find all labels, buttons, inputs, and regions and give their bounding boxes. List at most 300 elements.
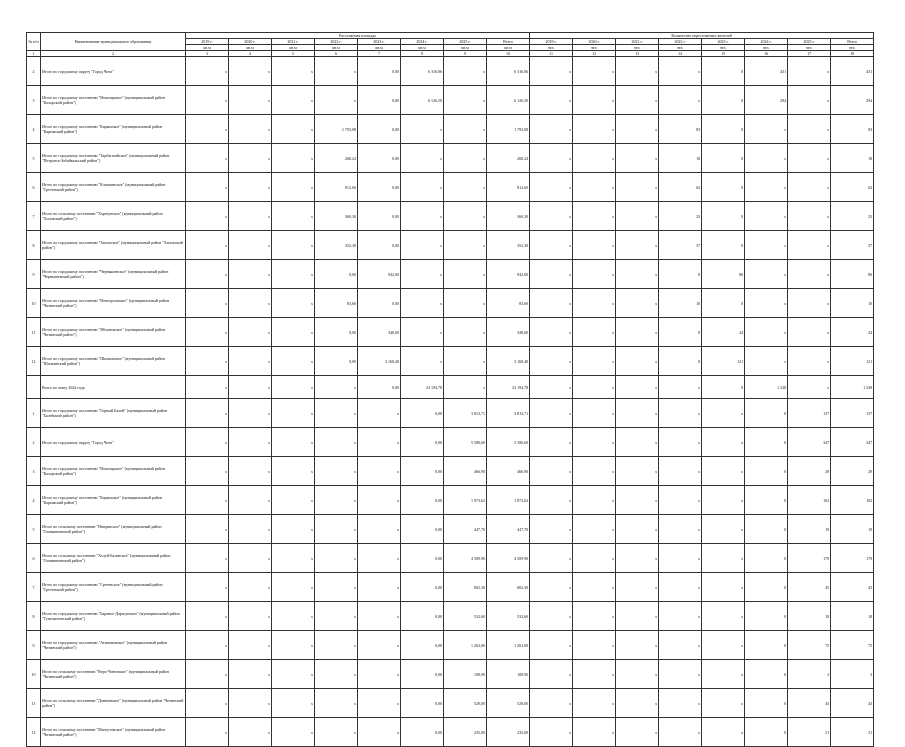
area-cell: 83,60 [315, 289, 358, 318]
header-unit: чел. [573, 45, 616, 51]
area-cell: х [229, 573, 272, 602]
people-cell: 347 [788, 428, 831, 457]
people-cell: х [745, 144, 788, 173]
people-cell: 3 [831, 660, 874, 689]
area-cell: х [186, 602, 229, 631]
people-cell: х [702, 486, 745, 515]
people-cell: 102 [788, 486, 831, 515]
people-cell: 3 [788, 660, 831, 689]
area-cell: 4 509,90 [444, 544, 487, 573]
area-cell: х [272, 376, 315, 399]
people-cell: х [530, 457, 573, 486]
people-cell: х [573, 486, 616, 515]
header-area-group: Расселяемая площадь [186, 33, 530, 39]
people-cell: х [616, 602, 659, 631]
area-cell: х [229, 689, 272, 718]
people-cell: х [788, 173, 831, 202]
area-cell: х [229, 399, 272, 428]
table-row [27, 57, 874, 86]
area-cell: 0,00 [315, 318, 358, 347]
area-cell: 812,60 [315, 173, 358, 202]
people-cell: х [573, 289, 616, 318]
municipality-name: Всего по этапу 2024 года [41, 376, 186, 399]
people-cell: 0 [702, 231, 745, 260]
area-cell: х [315, 57, 358, 86]
header-unit: чел. [831, 45, 874, 51]
people-cell: х [573, 202, 616, 231]
header-people-group: Количество переселяемых жителей [530, 33, 874, 39]
header-year: 2025 г. [788, 39, 831, 45]
people-cell: 0 [745, 660, 788, 689]
area-cell: х [272, 289, 315, 318]
people-cell: х [659, 689, 702, 718]
area-cell: х [272, 689, 315, 718]
area-cell: 0,00 [401, 399, 444, 428]
table-row [27, 457, 874, 486]
people-cell: 0 [702, 202, 745, 231]
area-cell: 5 586,60 [487, 428, 530, 457]
municipality-name: Итого по городскому округу "Город Чита" [41, 428, 186, 457]
people-cell: х [659, 486, 702, 515]
people-cell: х [702, 515, 745, 544]
area-cell: х [186, 318, 229, 347]
area-cell: 1 873,62 [487, 486, 530, 515]
people-cell: х [616, 428, 659, 457]
people-cell: х [530, 631, 573, 660]
header-num: № п/п [27, 33, 41, 51]
people-cell: 83 [831, 115, 874, 144]
people-cell: х [530, 318, 573, 347]
area-cell: х [358, 689, 401, 718]
people-cell: 19 [788, 515, 831, 544]
area-cell: х [186, 202, 229, 231]
people-cell: 83 [659, 115, 702, 144]
header-year: 2024 г. [745, 39, 788, 45]
area-cell: 235,00 [487, 718, 530, 747]
header-year: 2019 г. [186, 39, 229, 45]
area-cell: х [444, 376, 487, 399]
area-cell: х [444, 115, 487, 144]
area-cell: х [444, 144, 487, 173]
area-cell: 0,00 [315, 347, 358, 376]
people-cell: х [745, 115, 788, 144]
people-cell: 0 [745, 689, 788, 718]
area-cell: х [186, 173, 229, 202]
people-cell: 121 [831, 347, 874, 376]
people-cell: х [616, 631, 659, 660]
row-number: 4 [27, 486, 41, 515]
table-row [27, 544, 874, 573]
people-cell: х [659, 57, 702, 86]
people-cell: х [573, 631, 616, 660]
people-cell: х [530, 486, 573, 515]
area-cell: х [272, 173, 315, 202]
table-row [27, 631, 874, 660]
table-row [27, 602, 874, 631]
area-cell: х [229, 544, 272, 573]
header-year: 2025 г. [444, 39, 487, 45]
header-year: 2021 г. [616, 39, 659, 45]
area-cell: х [272, 260, 315, 289]
people-cell: 18 [788, 602, 831, 631]
people-cell: х [788, 57, 831, 86]
area-cell: х [444, 202, 487, 231]
column-index-cell: 4 [229, 51, 272, 57]
row-number: 11 [27, 318, 41, 347]
column-index-cell: 14 [659, 51, 702, 57]
people-cell: х [659, 631, 702, 660]
row-number: 12 [27, 347, 41, 376]
people-cell: 0 [745, 602, 788, 631]
municipality-name: Итого по сельскому поселению "Нивдинское" (муниципальный район "Оловяннинский район") [41, 515, 186, 544]
people-cell: х [530, 399, 573, 428]
row-number: 5 [27, 144, 41, 173]
people-cell: х [788, 144, 831, 173]
area-cell: 268,24 [315, 144, 358, 173]
area-cell: х [186, 457, 229, 486]
area-cell: 3 813,71 [487, 399, 530, 428]
area-cell: х [358, 602, 401, 631]
area-cell: х [186, 486, 229, 515]
people-cell: х [616, 260, 659, 289]
municipality-name: Итого по городскому округу "Город Чита" [41, 57, 186, 86]
area-cell: х [272, 457, 315, 486]
people-cell: 102 [831, 486, 874, 515]
people-cell: х [616, 231, 659, 260]
area-cell: х [186, 428, 229, 457]
row-number: 10 [27, 289, 41, 318]
area-cell: х [229, 457, 272, 486]
area-cell: х [315, 718, 358, 747]
table-row [27, 289, 874, 318]
area-cell: х [272, 428, 315, 457]
municipality-name: Итого по городскому поселению "Новочарское" (муниципальный район "Каларский район") [41, 86, 186, 115]
people-cell: х [659, 660, 702, 689]
people-cell: х [745, 173, 788, 202]
people-cell: х [530, 86, 573, 115]
area-cell: х [272, 144, 315, 173]
header-unit: кв.м [444, 45, 487, 51]
people-cell: 0 [659, 347, 702, 376]
people-cell: х [530, 202, 573, 231]
area-cell: х [315, 602, 358, 631]
header-year: 2023 г. [358, 39, 401, 45]
municipality-name: Итого по городскому поселению "Новочарское" (муниципальный район "Каларский район") [41, 457, 186, 486]
people-cell: 45 [831, 573, 874, 602]
row-number: 11 [27, 689, 41, 718]
area-cell: 6 126,50 [487, 86, 530, 115]
people-cell: 29 [831, 457, 874, 486]
column-index-cell: 7 [358, 51, 401, 57]
area-cell: 1 793,08 [487, 115, 530, 144]
area-cell: х [315, 457, 358, 486]
area-cell: х [444, 173, 487, 202]
people-cell: х [573, 231, 616, 260]
people-cell: х [659, 573, 702, 602]
area-cell: 0,00 [401, 457, 444, 486]
area-cell: 466,90 [487, 457, 530, 486]
people-cell: х [788, 115, 831, 144]
area-cell: х [358, 660, 401, 689]
people-cell: х [573, 428, 616, 457]
municipality-name: Итого по городскому поселению "Тарбагатайское" (муниципальный район "Петровск-Забайкальский район") [41, 144, 186, 173]
area-cell: х [444, 318, 487, 347]
people-cell: х [702, 660, 745, 689]
column-index-cell: 10 [487, 51, 530, 57]
area-cell: х [272, 515, 315, 544]
area-cell: х [401, 318, 444, 347]
people-cell: х [616, 515, 659, 544]
people-cell: х [616, 486, 659, 515]
area-cell: 23 194,78 [487, 376, 530, 399]
area-cell: х [272, 202, 315, 231]
people-cell: х [573, 115, 616, 144]
municipality-name: Итого по городскому поселению "Хилокское" (муниципальный район "Хилокский район") [41, 231, 186, 260]
header-year: 2020 г. [229, 39, 272, 45]
municipality-name: Итого по городскому поселению "Новоорловское" (муниципальный район "Читинский район") [41, 289, 186, 318]
people-cell: х [788, 347, 831, 376]
row-number: 8 [27, 602, 41, 631]
row-number: 3 [27, 86, 41, 115]
people-cell: 75 [788, 631, 831, 660]
people-cell: 137 [831, 399, 874, 428]
municipality-name: Итого по городскому поселению "Карымское" (муниципальный район "Карымский район") [41, 486, 186, 515]
people-cell: х [616, 376, 659, 399]
area-cell: х [315, 631, 358, 660]
area-cell: 447,70 [487, 515, 530, 544]
people-cell: х [702, 689, 745, 718]
people-cell: 0 [745, 718, 788, 747]
area-cell: х [272, 631, 315, 660]
area-cell: х [358, 631, 401, 660]
area-cell: х [229, 318, 272, 347]
people-cell: 37 [831, 231, 874, 260]
people-cell: х [530, 260, 573, 289]
area-cell: х [272, 318, 315, 347]
people-cell: 0 [745, 399, 788, 428]
people-cell: 21 [788, 718, 831, 747]
people-cell: х [659, 457, 702, 486]
area-cell: 0,00 [358, 231, 401, 260]
people-cell: х [573, 144, 616, 173]
area-cell: х [186, 57, 229, 86]
area-cell: 6 316,06 [401, 57, 444, 86]
people-cell: х [659, 428, 702, 457]
people-cell: х [530, 573, 573, 602]
municipality-name: Итого по сельскому поселению "Харагунское" (муниципальный район "Хилокский район") [41, 202, 186, 231]
area-cell: 3 813,71 [444, 399, 487, 428]
area-cell: х [315, 486, 358, 515]
area-cell: х [186, 631, 229, 660]
area-cell: 0,00 [358, 115, 401, 144]
area-cell: 1 873,62 [444, 486, 487, 515]
area-cell: 0,00 [358, 202, 401, 231]
header-name: Наименование муниципального образования [41, 33, 186, 51]
table-row [27, 202, 874, 231]
people-cell: 0 [702, 86, 745, 115]
municipality-name: Итого по городскому поселению "Бараньо-Дарасунское" (муниципальный район "Тунгокоченский район") [41, 602, 186, 631]
area-cell: 3 168,40 [487, 347, 530, 376]
header-unit: кв.м [487, 45, 530, 51]
area-cell: х [229, 515, 272, 544]
area-cell: 0,00 [401, 689, 444, 718]
area-cell: 348,60 [487, 318, 530, 347]
area-cell: 0,00 [401, 515, 444, 544]
area-cell: 0,00 [401, 631, 444, 660]
people-cell: х [659, 602, 702, 631]
people-cell: 21 [831, 718, 874, 747]
area-cell: х [315, 544, 358, 573]
area-cell: 0,00 [358, 86, 401, 115]
area-cell: х [315, 689, 358, 718]
column-index-cell: 12 [573, 51, 616, 57]
people-cell: х [573, 689, 616, 718]
area-cell: 352,30 [487, 231, 530, 260]
area-cell: 812,60 [487, 173, 530, 202]
row-number [27, 376, 41, 399]
people-cell: х [530, 544, 573, 573]
table-row [27, 399, 874, 428]
people-cell: х [745, 289, 788, 318]
area-cell: х [401, 173, 444, 202]
people-cell: 18 [659, 144, 702, 173]
table-row [27, 144, 874, 173]
people-cell: 0 [659, 318, 702, 347]
area-cell: х [358, 544, 401, 573]
area-cell: х [358, 573, 401, 602]
area-cell: 0,00 [401, 602, 444, 631]
row-number: 12 [27, 718, 41, 747]
people-cell: 121 [702, 347, 745, 376]
area-cell: х [186, 689, 229, 718]
area-cell: х [272, 573, 315, 602]
people-cell: х [530, 660, 573, 689]
people-cell: 0 [745, 486, 788, 515]
row-number: 8 [27, 231, 41, 260]
area-cell: х [315, 428, 358, 457]
area-cell: х [229, 289, 272, 318]
people-cell: х [616, 660, 659, 689]
people-cell: х [745, 260, 788, 289]
people-cell: 431 [745, 57, 788, 86]
row-number: 3 [27, 457, 41, 486]
people-cell: х [616, 289, 659, 318]
area-cell: х [315, 573, 358, 602]
area-cell: х [272, 347, 315, 376]
header-year: Всего [487, 39, 530, 45]
people-cell: х [530, 347, 573, 376]
row-number: 10 [27, 660, 41, 689]
header-unit: кв.м [315, 45, 358, 51]
people-cell: х [530, 173, 573, 202]
column-index-cell: 3 [186, 51, 229, 57]
area-cell: 1 263,00 [487, 631, 530, 660]
area-cell: х [401, 347, 444, 376]
area-cell: 0,00 [315, 260, 358, 289]
people-cell: 179 [831, 544, 874, 573]
area-cell: 0,00 [358, 376, 401, 399]
people-cell: 0 [745, 573, 788, 602]
people-cell: х [530, 57, 573, 86]
table-row [27, 347, 874, 376]
area-cell: х [229, 231, 272, 260]
area-cell: х [272, 399, 315, 428]
municipality-name: Итого по городскому поселению "Карымское" (муниципальный район "Карымский район") [41, 115, 186, 144]
area-cell: х [315, 376, 358, 399]
area-cell: х [229, 86, 272, 115]
column-index-cell: 17 [788, 51, 831, 57]
people-cell: х [573, 347, 616, 376]
header-unit: чел. [702, 45, 745, 51]
area-cell: х [401, 231, 444, 260]
row-number: 1 [27, 399, 41, 428]
column-index-cell: 16 [745, 51, 788, 57]
municipality-name: Итого по городскому поселению "Чернышевское" (муниципальный район "Чернышевский район") [41, 260, 186, 289]
area-cell: х [229, 260, 272, 289]
people-cell: 137 [788, 399, 831, 428]
people-cell: 0 [745, 631, 788, 660]
people-cell: 37 [659, 231, 702, 260]
people-cell: 19 [831, 515, 874, 544]
area-cell: х [229, 428, 272, 457]
people-cell: 1 238 [831, 376, 874, 399]
people-cell: х [702, 399, 745, 428]
area-cell: х [444, 289, 487, 318]
people-cell: х [702, 428, 745, 457]
people-cell: 0 [702, 289, 745, 318]
header-unit: чел. [745, 45, 788, 51]
area-cell: х [272, 486, 315, 515]
header-year: 2023 г. [702, 39, 745, 45]
summary-row [27, 376, 874, 399]
table-row [27, 486, 874, 515]
area-cell: х [444, 57, 487, 86]
people-cell: 10 [831, 289, 874, 318]
area-cell: х [358, 399, 401, 428]
area-cell: 0,00 [358, 173, 401, 202]
area-cell: 0,00 [358, 57, 401, 86]
people-cell: х [573, 660, 616, 689]
row-number: 9 [27, 260, 41, 289]
area-cell: х [186, 347, 229, 376]
municipality-name: Итого по городскому поселению "Кличкинское" (муниципальный район "Сретенский район") [41, 173, 186, 202]
table-row [27, 86, 874, 115]
header-year: 2022 г. [315, 39, 358, 45]
people-cell: х [530, 289, 573, 318]
header-year: Всего [831, 39, 874, 45]
area-cell: 942,00 [358, 260, 401, 289]
row-number: 7 [27, 573, 41, 602]
people-cell: 0 [745, 544, 788, 573]
people-cell: 43 [788, 689, 831, 718]
area-cell: х [272, 544, 315, 573]
area-cell: х [272, 602, 315, 631]
people-cell: х [573, 376, 616, 399]
municipality-name: Итого по сельскому поселению "Холуй-Базинское" (муниципальный район "Оловяннинский район") [41, 544, 186, 573]
people-cell: 75 [831, 631, 874, 660]
area-cell: х [272, 231, 315, 260]
column-index-cell: 15 [702, 51, 745, 57]
people-cell: х [659, 718, 702, 747]
municipality-name: Итого по городскому поселению "Сретенское" (муниципальный район "Сретенский район") [41, 573, 186, 602]
people-cell: х [788, 260, 831, 289]
people-cell: х [702, 631, 745, 660]
area-cell: 360,30 [315, 202, 358, 231]
people-cell: х [530, 144, 573, 173]
area-cell: 108,90 [444, 660, 487, 689]
table-row [27, 573, 874, 602]
area-cell: 0,00 [401, 718, 444, 747]
